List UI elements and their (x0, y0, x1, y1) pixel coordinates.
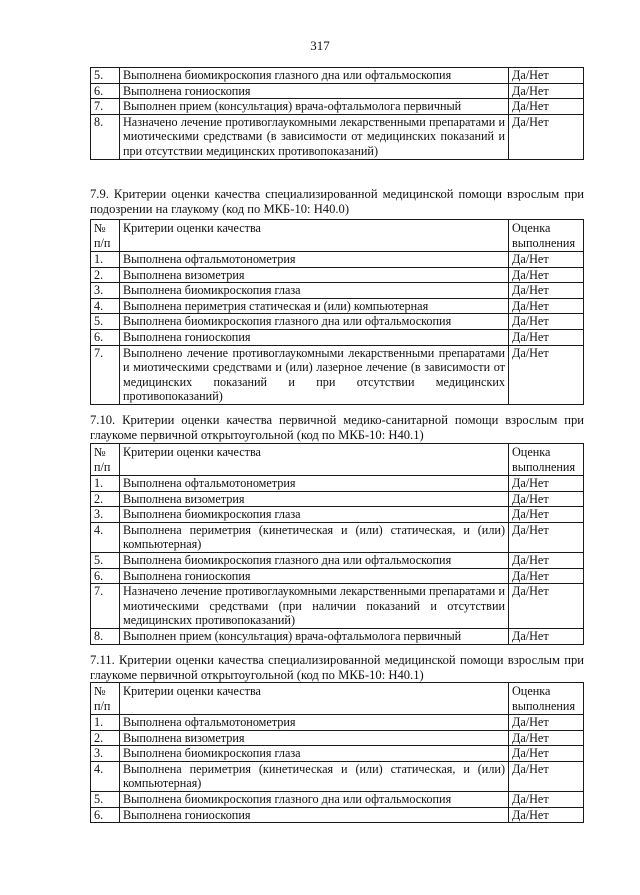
row-criterion: Выполнена гониоскопия (120, 329, 509, 345)
row-num: 7. (91, 99, 120, 115)
row-num: 8. (91, 628, 120, 644)
table-header-row (91, 444, 584, 476)
row-criterion: Выполнена биомикроскопия глазного дна или офтальмоскопия (120, 552, 509, 568)
criteria-table-7-9 (90, 219, 584, 405)
row-num: 1. (91, 715, 120, 731)
row-num: 7. (91, 345, 120, 404)
row-num: 5. (91, 552, 120, 568)
table-row (91, 491, 584, 507)
row-num: 2. (91, 267, 120, 283)
row-criterion: Выполнена офтальмотонометрия (120, 715, 509, 731)
row-result: Да/Нет (509, 68, 584, 84)
row-result: Да/Нет (509, 807, 584, 823)
header-num: № п/п (91, 220, 120, 252)
row-result: Да/Нет (509, 507, 584, 523)
row-result: Да/Нет (509, 283, 584, 299)
row-num: 3. (91, 507, 120, 523)
table-row (91, 522, 584, 552)
row-criterion: Выполнена биомикроскопия глазного дна или офтальмоскопия (120, 68, 509, 84)
section-heading-7-11: 7.11. Критерии оценки качества специализированной медицинской помощи взрослым при глаукоме первичной открытоугольной (код по МКБ-10: H40.1) (90, 653, 584, 682)
row-num: 6. (91, 83, 120, 99)
header-criterion: Критерии оценки качества (120, 220, 509, 252)
table-row (91, 267, 584, 283)
row-criterion: Выполнена периметрия (кинетическая и (или) статическая, и (или) компьютерная) (120, 522, 509, 552)
row-criterion: Выполнена визометрия (120, 491, 509, 507)
header-result: Оценка выполнения (509, 220, 584, 252)
table-row (91, 628, 584, 644)
row-num: 7. (91, 584, 120, 629)
table-row (91, 68, 584, 84)
row-criterion: Выполнено лечение противоглаукомными лекарственными препаратами и миотическими средствами и (или) лазерное лечение (в зависимости от медицинских показаний и при отсутствии медицинских противопоказаний) (120, 345, 509, 404)
row-num: 4. (91, 522, 120, 552)
row-criterion: Выполнена биомикроскопия глаза (120, 507, 509, 523)
table-row (91, 99, 584, 115)
row-num: 2. (91, 730, 120, 746)
row-result: Да/Нет (509, 83, 584, 99)
row-num: 4. (91, 761, 120, 791)
table-row (91, 345, 584, 404)
row-result: Да/Нет (509, 715, 584, 731)
row-result: Да/Нет (509, 252, 584, 268)
row-num: 5. (91, 791, 120, 807)
table-row (91, 283, 584, 299)
table-row (91, 761, 584, 791)
criteria-table-continuation (90, 67, 584, 160)
row-result: Да/Нет (509, 746, 584, 762)
table-row (91, 329, 584, 345)
header-criterion: Критерии оценки качества (120, 444, 509, 476)
row-result: Да/Нет (509, 114, 584, 159)
section-heading-7-9: 7.9. Критерии оценки качества специализированной медицинской помощи взрослым при подозрении на глаукому (код по МКБ-10: H40.0) (90, 187, 584, 216)
table-row (91, 252, 584, 268)
row-criterion: Выполнена биомикроскопия глаза (120, 746, 509, 762)
row-num: 6. (91, 329, 120, 345)
row-criterion: Выполнен прием (консультация) врача-офтальмолога первичный (120, 628, 509, 644)
table-row (91, 715, 584, 731)
row-result: Да/Нет (509, 568, 584, 584)
row-criterion: Выполнена периметрия статическая и (или) компьютерная (120, 298, 509, 314)
row-result: Да/Нет (509, 522, 584, 552)
row-result: Да/Нет (509, 791, 584, 807)
row-result: Да/Нет (509, 298, 584, 314)
table-row (91, 730, 584, 746)
table-row (91, 791, 584, 807)
row-num: 1. (91, 476, 120, 492)
row-result: Да/Нет (509, 730, 584, 746)
header-num: № п/п (91, 444, 120, 476)
row-result: Да/Нет (509, 584, 584, 629)
header-result: Оценка выполнения (509, 444, 584, 476)
row-criterion: Назначено лечение противоглаукомными лекарственными препаратами и миотическими средствами (при наличии показаний и отсутствии медицинских противопоказаний) (120, 584, 509, 629)
criteria-table-7-11 (90, 682, 584, 823)
table-row (91, 746, 584, 762)
row-criterion: Выполнена периметрия (кинетическая и (или) статическая, и (или) компьютерная) (120, 761, 509, 791)
row-result: Да/Нет (509, 267, 584, 283)
row-criterion: Выполнен прием (консультация) врача-офтальмолога первичный (120, 99, 509, 115)
table-row (91, 807, 584, 823)
section-heading-7-10: 7.10. Критерии оценки качества первичной медико-санитарной помощи взрослым при глаукоме первичной открытоугольной (код по МКБ-10: H40.1) (90, 413, 584, 442)
table-row (91, 552, 584, 568)
row-criterion: Выполнена офтальмотонометрия (120, 476, 509, 492)
row-num: 4. (91, 298, 120, 314)
row-criterion: Выполнена визометрия (120, 730, 509, 746)
row-num: 8. (91, 114, 120, 159)
row-num: 5. (91, 314, 120, 330)
row-num: 6. (91, 807, 120, 823)
table-header-row (91, 683, 584, 715)
table-body (91, 220, 584, 405)
row-criterion: Выполнена гониоскопия (120, 807, 509, 823)
table-body (91, 68, 584, 160)
row-criterion: Выполнена офтальмотонометрия (120, 252, 509, 268)
header-num: № п/п (91, 683, 120, 715)
table-row (91, 584, 584, 629)
row-criterion: Выполнена биомикроскопия глаза (120, 283, 509, 299)
row-num: 2. (91, 491, 120, 507)
row-result: Да/Нет (509, 99, 584, 115)
row-criterion: Выполнена биомикроскопия глазного дна или офтальмоскопия (120, 314, 509, 330)
table-row (91, 83, 584, 99)
table-row (91, 507, 584, 523)
row-criterion: Выполнена биомикроскопия глазного дна или офтальмоскопия (120, 791, 509, 807)
table-row (91, 568, 584, 584)
row-result: Да/Нет (509, 476, 584, 492)
row-criterion: Выполнена гониоскопия (120, 568, 509, 584)
row-result: Да/Нет (509, 329, 584, 345)
page-number: 317 (310, 38, 330, 53)
header-result: Оценка выполнения (509, 683, 584, 715)
row-criterion: Выполнена гониоскопия (120, 83, 509, 99)
table-header-row (91, 220, 584, 252)
header-criterion: Критерии оценки качества (120, 683, 509, 715)
row-num: 3. (91, 746, 120, 762)
table-row (91, 314, 584, 330)
table-row (91, 114, 584, 159)
row-num: 6. (91, 568, 120, 584)
table-body (91, 683, 584, 823)
row-result: Да/Нет (509, 628, 584, 644)
row-result: Да/Нет (509, 761, 584, 791)
row-criterion: Назначено лечение противоглаукомными лекарственными препаратами и миотическими средствами (в зависимости от медицинских показаний и при отсутствии медицинских противопоказаний) (120, 114, 509, 159)
table-row (91, 298, 584, 314)
row-num: 1. (91, 252, 120, 268)
table-body (91, 444, 584, 645)
table-row (91, 476, 584, 492)
row-result: Да/Нет (509, 491, 584, 507)
row-num: 3. (91, 283, 120, 299)
row-result: Да/Нет (509, 552, 584, 568)
row-result: Да/Нет (509, 345, 584, 404)
row-result: Да/Нет (509, 314, 584, 330)
criteria-table-7-10 (90, 443, 584, 645)
row-num: 5. (91, 68, 120, 84)
row-criterion: Выполнена визометрия (120, 267, 509, 283)
